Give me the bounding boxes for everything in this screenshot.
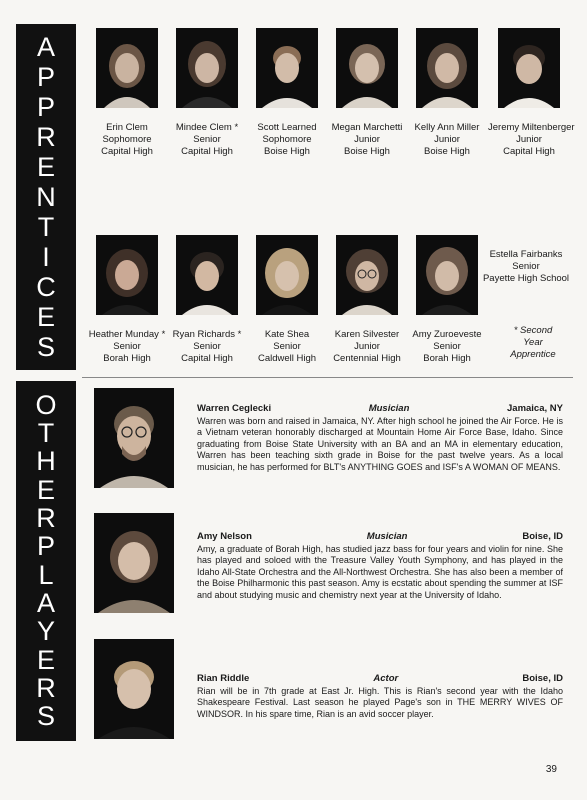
sidebar-letter: N <box>36 181 56 212</box>
page-number: 39 <box>545 764 557 775</box>
apprentice-name: Scott Learned <box>257 122 317 133</box>
apprentice-card <box>326 235 408 365</box>
player-bio: Rian will be in 7th grade at East Jr. High. This is Rian's second year with the Idaho Shakespeare Festival. Last season he played Page's son in THE MERRY WIVES OF WINDSOR. In his spare time, Rian is an avid soccer player. <box>197 685 563 719</box>
apprentice-card <box>406 28 488 158</box>
sidebar-letter: E <box>36 301 55 332</box>
portrait-photo <box>176 235 238 315</box>
apprentice-school: Capital High <box>181 146 233 157</box>
apprentice-school: Payette High School <box>482 273 570 284</box>
sidebar-letter: E <box>36 474 55 505</box>
portrait-photo <box>256 28 318 108</box>
player-name: Amy Nelson <box>197 531 252 542</box>
sidebar-letter: T <box>37 417 55 448</box>
player-role: Musician <box>366 531 408 542</box>
apprentice-name: Estella Fairbanks <box>489 249 563 260</box>
player-bio: Warren was born and raised in Jamaica, NY. After high school he joined the Air Force. He is a Vietnam veteran honorably discharged at Mountain Home Air Force Base, Idaho. Since graduating from Boise State University with an BA and an MA in elementary education, Warren has been teaching sixth grade in Boise for the past twelve years. As a local musician, he has performed for BLT's ANYTHING GOES and ISF's A WOMAN OF MEANS. <box>197 415 563 472</box>
apprentice-name: Kelly Ann Miller <box>414 122 480 133</box>
apprentice-card <box>246 28 328 158</box>
apprentice-year: Sophomore <box>102 134 152 145</box>
sidebar-letter: A <box>36 587 55 618</box>
apprentice-name: Erin Clem <box>106 122 148 133</box>
player-hometown: Jamaica, NY <box>507 403 563 414</box>
apprentice-school: Boise High <box>424 146 470 157</box>
portrait-photo <box>256 235 318 315</box>
other-players-sidebar <box>16 381 76 741</box>
sidebar-letter: T <box>37 211 55 242</box>
player-entry <box>197 673 563 720</box>
apprentice-year: Senior <box>433 341 461 352</box>
footnote <box>498 325 568 361</box>
player-hometown: Boise, ID <box>522 531 563 542</box>
apprentice-name: Amy Zuroeveste <box>412 329 482 340</box>
apprentice-year: Senior <box>193 341 221 352</box>
portrait-photo <box>176 28 238 108</box>
apprentice-year: Senior <box>512 261 540 272</box>
sidebar-letter: E <box>36 644 55 675</box>
apprentice-name: Megan Marchetti <box>331 122 403 133</box>
portrait-photo <box>336 235 398 315</box>
player-photo <box>94 513 174 613</box>
sidebar-letter: A <box>36 31 55 62</box>
apprentice-school: Boise High <box>264 146 310 157</box>
apprentice-name: Jeremy Miltenberger <box>488 122 575 133</box>
apprentice-name: Ryan Richards * <box>172 329 242 340</box>
no-photo-apprentice <box>476 249 576 285</box>
footnote-line: Apprentice <box>510 349 556 360</box>
apprentice-year: Senior <box>273 341 301 352</box>
sidebar-letter: C <box>36 271 56 302</box>
sidebar-letter: H <box>36 446 56 477</box>
footnote-line: * Second <box>513 325 553 336</box>
apprentice-name: Heather Munday * <box>88 329 166 340</box>
sidebar-letter: L <box>38 559 54 590</box>
player-bio: Amy, a graduate of Borah High, has studied jazz bass for four years and violin for nine. She has played and soloed with the Treasure Valley Youth Symphony, and has played in the Idaho All-State Orchestra and the All-Northwest Orchestra. She has also been a member of the Boise Philharmonic this past season. Amy is ecstatic about spending the summer at ISF and about studying music and chemistry next year at the University of Idaho. <box>197 543 563 600</box>
apprentice-name: Mindee Clem * <box>175 122 239 133</box>
sidebar-letter: R <box>36 672 56 703</box>
apprentice-school: Capital High <box>101 146 153 157</box>
apprentice-school: Capital High <box>181 353 233 364</box>
sidebar-letter: R <box>36 121 56 152</box>
apprentices-sidebar <box>16 24 76 370</box>
player-role: Actor <box>373 673 399 684</box>
player-name: Warren Ceglecki <box>197 403 272 414</box>
apprentice-school: Boise High <box>344 146 390 157</box>
player-name: Rian Riddle <box>197 673 250 684</box>
portrait-photo <box>96 28 158 108</box>
sidebar-letter: Y <box>36 616 55 647</box>
section-divider <box>82 377 573 378</box>
apprentice-card <box>166 235 248 365</box>
footnote-line: Year <box>523 337 543 348</box>
apprentice-name: Kate Shea <box>264 329 310 340</box>
portrait-photo <box>416 235 478 315</box>
apprentice-school: Borah High <box>103 353 151 364</box>
portrait-photo <box>416 28 478 108</box>
apprentice-card <box>86 235 168 365</box>
apprentice-year: Junior <box>434 134 460 145</box>
player-hometown: Boise, ID <box>522 673 563 684</box>
sidebar-letter: I <box>42 241 50 272</box>
player-role: Musician <box>368 403 410 414</box>
sidebar-letter: E <box>36 151 55 182</box>
sidebar-letter: P <box>36 91 55 122</box>
portrait-photo <box>336 28 398 108</box>
apprentice-year: Junior <box>354 341 380 352</box>
apprentice-card <box>488 28 575 158</box>
portrait-photo <box>498 28 560 108</box>
sidebar-letter: P <box>36 531 55 562</box>
sidebar-letter: O <box>35 389 57 420</box>
apprentice-card <box>246 235 328 365</box>
sidebar-letter: R <box>36 502 56 533</box>
apprentice-school: Centennial High <box>333 353 401 364</box>
apprentice-school: Caldwell High <box>257 353 317 364</box>
player-photo <box>94 639 174 739</box>
apprentice-card <box>86 28 168 158</box>
apprentice-year: Junior <box>516 134 542 145</box>
apprentice-card <box>326 28 408 158</box>
apprentice-year: Junior <box>354 134 380 145</box>
apprentice-year: Senior <box>113 341 141 352</box>
portrait-photo <box>96 235 158 315</box>
apprentice-school: Capital High <box>503 146 555 157</box>
player-photo <box>94 388 174 488</box>
sidebar-letter: S <box>36 701 55 732</box>
sidebar-letter: S <box>36 331 55 362</box>
apprentice-card <box>166 28 248 158</box>
sidebar-letter: P <box>36 61 55 92</box>
apprentice-school: Borah High <box>423 353 471 364</box>
player-entry <box>197 531 563 602</box>
apprentice-year: Senior <box>193 134 221 145</box>
apprentice-year: Sophomore <box>262 134 312 145</box>
apprentice-name: Karen Silvester <box>334 329 400 340</box>
player-entry <box>197 403 563 474</box>
